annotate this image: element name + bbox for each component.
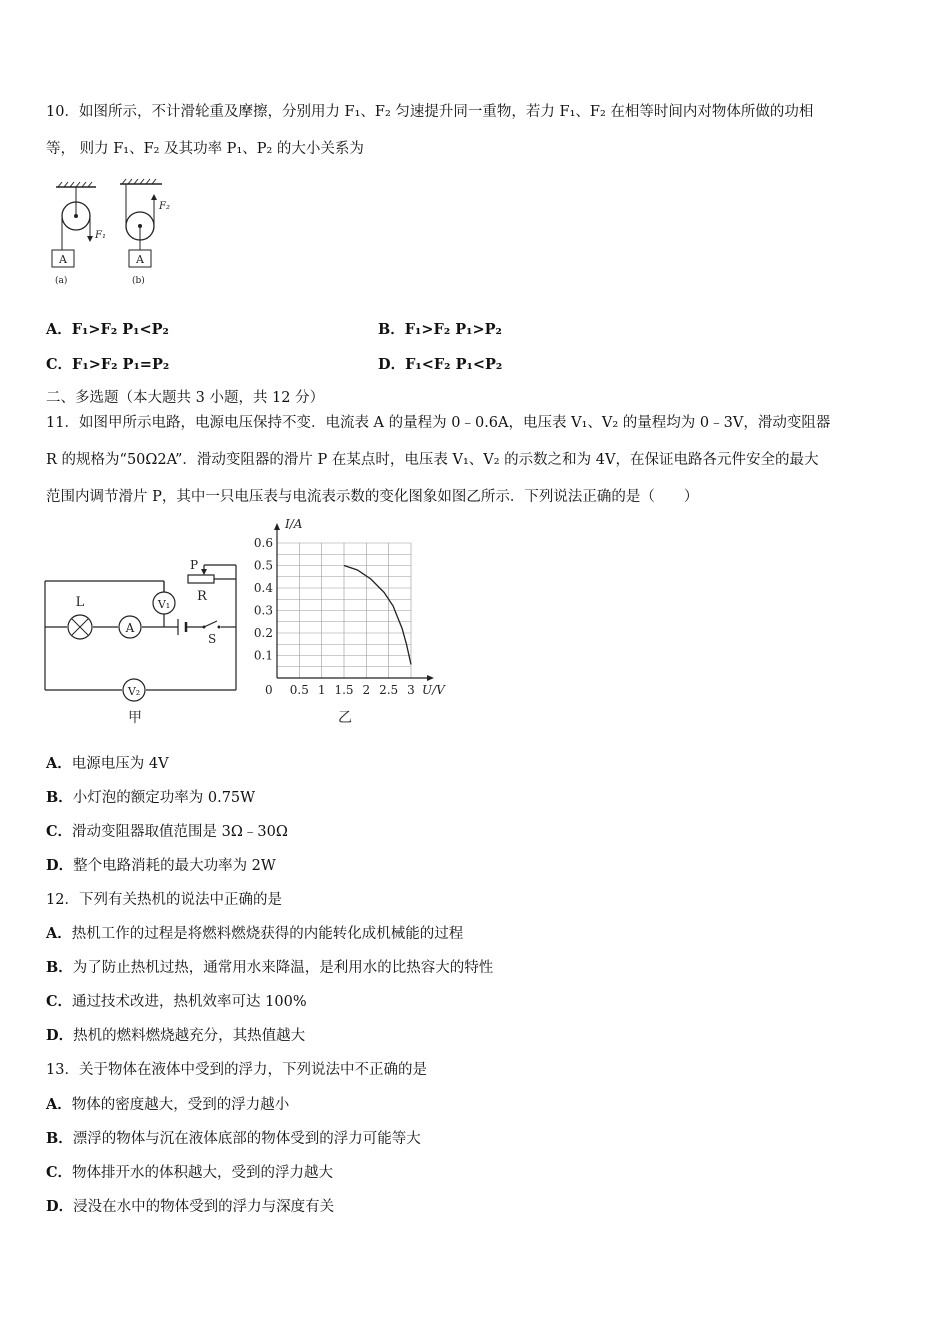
q10-option-a: A．F₁>F₂ P₁<P₂ [46,321,169,338]
resistor-label: R [197,589,207,604]
y-tick-label: 0.1 [253,648,273,663]
q13-option-c: C．物体排开水的体积越大，受到的浮力越大 [46,1164,334,1181]
caption-b: (b) [132,276,145,286]
q10-option-c: C．F₁>F₂ P₁=P₂ [46,356,170,373]
chart-caption: 乙 [338,710,352,726]
q11-stem-line2: R 的规格为“50Ω2A”．滑动变阻器的滑片 P 在某点时，电压表 V₁、V₂ 的示数之和为 4V，在保证电路各元件安全的最大 [46,452,819,468]
x-tick-label: 1 [317,683,326,697]
q12-stem: 12．下列有关热机的说法中正确的是 [46,892,282,908]
chart-series-line [344,566,411,665]
q13-option-d: D．浸没在水中的物体受到的浮力与深度有关 [46,1198,335,1215]
block-b-label: A [136,253,144,266]
q13-stem: 13．关于物体在液体中受到的浮力，下列说法中不正确的是 [46,1062,427,1078]
circuit-caption: 甲 [128,710,142,726]
x-axis-arrow [427,675,434,681]
x-tick-label: 0.5 [289,683,309,697]
q13-option-a: A．物体的密度越大，受到的浮力越小 [46,1096,290,1113]
x-tick-label: 1.5 [334,683,354,697]
y-tick-label: 0.2 [253,626,273,640]
ammeter-label: A [125,621,135,635]
y-tick-label: 0.4 [253,581,273,595]
chart-y-label: I/A [285,517,303,531]
q12-option-c: C．通过技术改进，热机效率可达 100% [46,993,307,1010]
y-axis-arrow [274,523,280,530]
force-f1-label: F₁ [95,230,106,241]
q11-option-c: C．滑动变阻器取值范围是 3Ω﹣30Ω [46,823,288,840]
y-tick-label: 0.3 [253,603,273,618]
switch-label: S [208,632,217,646]
q11-stem-line3: 范围内调节滑片 P，其中一只电压表与电流表示数的变化图象如图乙所示．下列说法正确的是（ ） [46,489,699,505]
lamp-label: L [75,595,85,610]
q12-option-d: D．热机的燃料燃烧越充分，其热值越大 [46,1027,306,1044]
caption-a: (a) [55,276,68,286]
q11-stem-line1: 11．如图甲所示电路，电源电压保持不变．电流表 A 的量程为 0﹣0.6A，电压表 V₁、V₂ 的量程均为 0﹣3V，滑动变阻器 [46,415,831,431]
v2-label: V₂ [127,685,141,698]
q13-option-b: B．漂浮的物体与沉在液体底部的物体受到的浮力可能等大 [46,1130,421,1147]
q10-option-b: B．F₁>F₂ P₁>P₂ [378,321,502,338]
chart-origin-label: 0 [265,683,273,697]
q12-option-a: A．热机工作的过程是将燃料燃烧获得的内能转化成机械能的过程 [46,925,464,942]
chart-ticks [254,536,415,697]
section-heading: 二、多选题（本大题共 3 小题，共 12 分） [46,390,325,406]
x-tick-label: 2.5 [379,683,399,697]
circuit-diagram [40,555,240,735]
chart-x-label: U/V [422,683,445,697]
v1-label: V₁ [157,598,171,611]
y-tick-label: 0.6 [253,536,273,550]
y-tick-label: 0.5 [253,558,273,573]
block-a-label: A [59,253,67,266]
x-tick-label: 3 [407,683,415,697]
q10-stem-line2: 等， 则力 F₁、F₂ 及其功率 P₁、P₂ 的大小关系为 [46,141,364,157]
q11-option-b: B．小灯泡的额定功率为 0.75W [46,789,256,806]
q12-option-b: B．为了防止热机过热，通常用水来降温，是利用水的比热容大的特性 [46,959,494,976]
q10-stem-line1: 10．如图所示，不计滑轮重及摩擦，分别用力 F₁、F₂ 匀速提升同一重物，若力 F₁、F₂ 在相等时间内对物体所做的功相 [46,104,814,120]
q10-option-d: D．F₁<F₂ P₁<P₂ [378,356,503,373]
chart-grid [277,543,411,678]
current-voltage-chart [250,518,450,728]
pulley-figure [46,178,186,288]
q11-option-d: D．整个电路消耗的最大功率为 2W [46,857,276,874]
q11-option-a: A．电源电压为 4V [46,755,169,772]
slider-label: P [190,558,199,572]
force-f2-label: F₂ [159,201,170,212]
x-tick-label: 2 [362,683,371,697]
